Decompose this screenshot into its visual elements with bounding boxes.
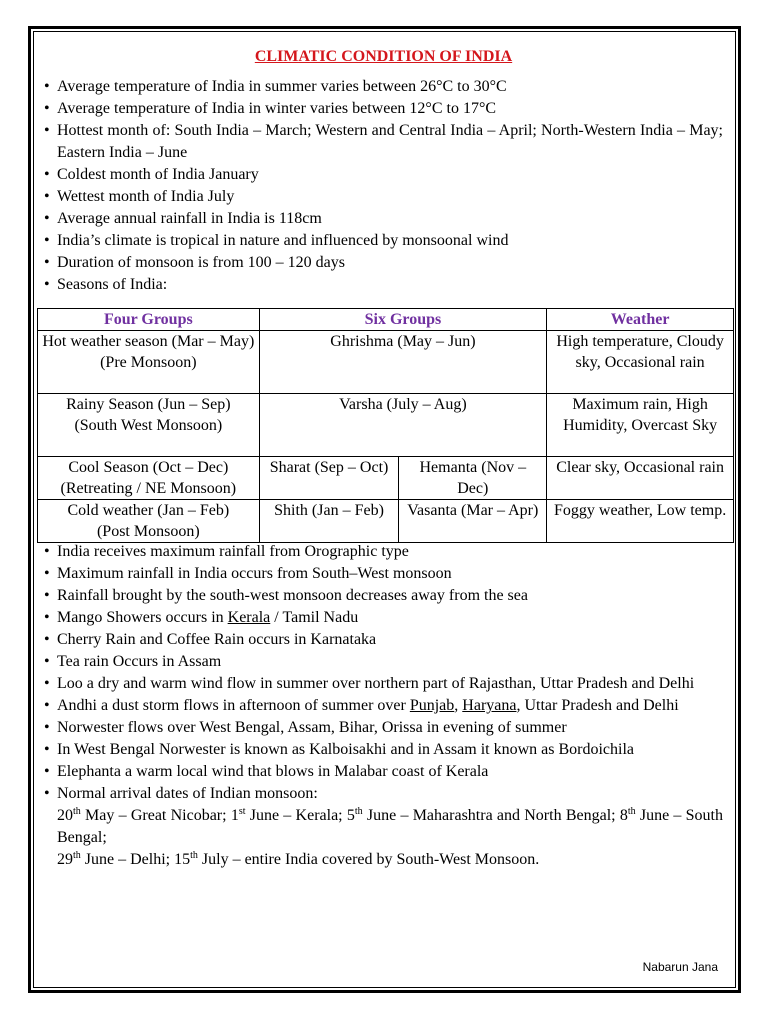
bullet-icon: • — [44, 100, 50, 117]
bullet-icon: • — [44, 232, 50, 249]
table-row — [38, 331, 734, 394]
list-item: • Normal arrival dates of Indian monsoon: — [44, 783, 723, 805]
list-item: • Hottest month of: South India – March; Western and Central India – April; North-Western India – May; Eastern India – June — [44, 122, 723, 161]
bullet-icon: • — [44, 78, 50, 95]
table-row — [38, 457, 734, 500]
weather-cell: Clear sky, Occasional rain — [547, 457, 734, 500]
bullet-icon: • — [44, 166, 50, 183]
haryana-underlined: Haryana — [462, 697, 517, 714]
bullet-icon: • — [44, 653, 50, 670]
bullet-icon: • — [44, 276, 50, 293]
list-item: • Wettest month of India July — [44, 186, 723, 208]
four-group-cell: Hot weather season (Mar – May) (Pre Monsoon) — [38, 331, 260, 394]
list-item: • Cherry Rain and Coffee Rain occurs in Karnataka — [44, 629, 723, 651]
list-item: • Tea rain Occurs in Assam — [44, 651, 723, 673]
four-group-cell: Rainy Season (Jun – Sep) (South West Monsoon) — [38, 394, 260, 457]
list-item: • Average annual rainfall in India is 118cm — [44, 208, 723, 230]
bullet-icon: • — [44, 785, 50, 802]
bullet-icon: • — [44, 609, 50, 626]
list-item: • Norwester flows over West Bengal, Assam, Bihar, Orissa in evening of summer — [44, 717, 723, 739]
list-item: • India’s climate is tropical in nature and influenced by monsoonal wind — [44, 230, 723, 252]
bullet-icon: • — [44, 188, 50, 205]
six-group-cell: Vasanta (Mar – Apr) — [399, 500, 547, 543]
author-name: Nabarun Jana — [642, 960, 718, 974]
weather-cell: Foggy weather, Low temp. — [547, 500, 734, 543]
table-row — [38, 500, 734, 543]
four-group-cell: Cold weather (Jan – Feb) (Post Monsoon) — [38, 500, 260, 543]
kerala-underlined: Kerala — [227, 609, 271, 626]
list-item: • Seasons of India: — [44, 274, 723, 296]
list-item: • Rainfall brought by the south-west monsoon decreases away from the sea — [44, 585, 723, 607]
bullet-icon: • — [44, 741, 50, 758]
list-item: • Loo a dry and warm wind flow in summer over northern part of Rajasthan, Uttar Pradesh and Delhi — [44, 673, 723, 695]
bullet-icon: • — [44, 587, 50, 604]
six-group-cell: Ghrishma (May – Jun) — [259, 331, 547, 394]
document-body — [44, 44, 723, 296]
list-item: • Maximum rainfall in India occurs from South–West monsoon — [44, 563, 723, 585]
bullet-icon: • — [44, 763, 50, 780]
bullet-icon: • — [44, 631, 50, 648]
list-item: • Mango Showers occurs in Kerala / Tamil Nadu — [44, 607, 723, 629]
weather-cell: Maximum rain, High Humidity, Overcast Sky — [547, 394, 734, 457]
bullet-icon: • — [44, 543, 50, 560]
six-group-cell: Sharat (Sep – Oct) — [259, 457, 399, 500]
list-item: • Andhi a dust storm flows in afternoon of summer over Punjab, Haryana, Uttar Pradesh and Delhi — [44, 695, 723, 717]
list-item: • Average temperature of India in summer varies between 26°C to 30°C — [44, 76, 723, 98]
four-group-cell: Cool Season (Oct – Dec) (Retreating / NE Monsoon) — [38, 457, 260, 500]
six-group-cell: Varsha (July – Aug) — [259, 394, 547, 457]
weather-cell: High temperature, Cloudy sky, Occasional rain — [547, 331, 734, 394]
list-item: • In West Bengal Norwester is known as Kalboisakhi and in Assam it known as Bordoichila — [44, 739, 723, 761]
list-item: • Elephanta a warm local wind that blows in Malabar coast of Kerala — [44, 761, 723, 783]
table-header-row — [38, 309, 734, 331]
punjab-underlined: Punjab — [409, 697, 455, 714]
header-four-groups: Four Groups — [38, 309, 260, 331]
bullet-icon: • — [44, 675, 50, 692]
list-item: • Average temperature of India in winter varies between 12°C to 17°C — [44, 98, 723, 120]
six-group-cell: Shith (Jan – Feb) — [259, 500, 399, 543]
page-title: CLIMATIC CONDITION OF INDIA — [254, 48, 513, 65]
bullet-icon: • — [44, 565, 50, 582]
bullet-icon: • — [44, 719, 50, 736]
table-row — [38, 394, 734, 457]
monsoon-dates-line-1: 20th May – Great Nicobar; 1st June – Kerala; 5th June – Maharashtra and North Bengal; 8th June – South Bengal; — [57, 806, 724, 846]
list-item: • Duration of monsoon is from 100 – 120 days — [44, 252, 723, 274]
bullet-icon: • — [44, 210, 50, 227]
list-item: • Coldest month of India January — [44, 164, 723, 186]
bullet-icon: • — [44, 122, 50, 139]
seasons-table — [37, 308, 734, 543]
header-six-groups: Six Groups — [259, 309, 547, 331]
header-weather: Weather — [547, 309, 734, 331]
list-item: • India receives maximum rainfall from Orographic type — [44, 541, 723, 563]
bullet-icon: • — [44, 697, 50, 714]
monsoon-dates-line-2: 29th June – Delhi; 15th July – entire India covered by South-West Monsoon. — [57, 850, 540, 868]
bullet-icon: • — [44, 254, 50, 271]
document-body-lower — [44, 541, 723, 871]
six-group-cell: Hemanta (Nov – Dec) — [399, 457, 547, 500]
